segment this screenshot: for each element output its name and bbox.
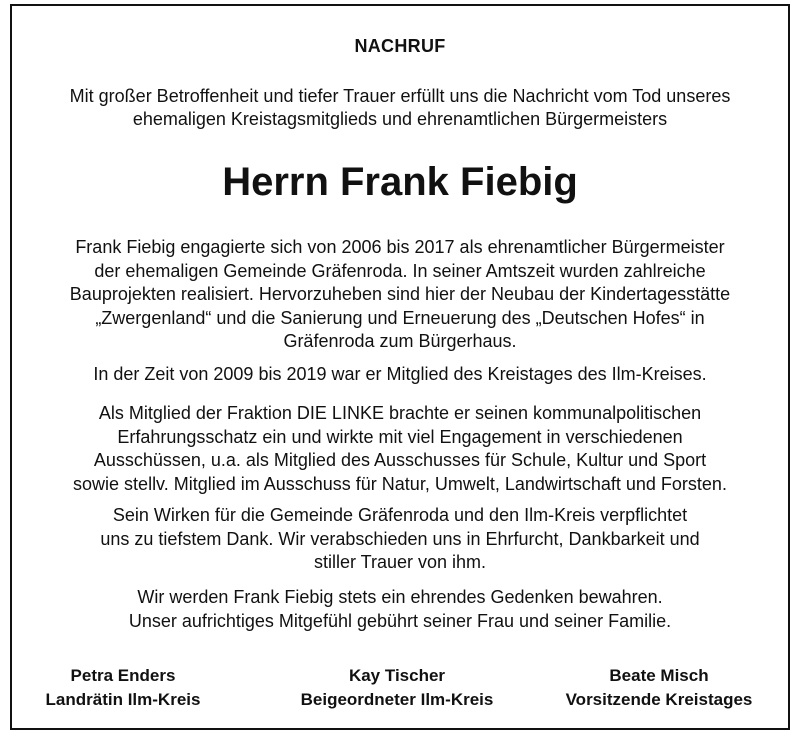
paragraph-line: Unser aufrichtiges Mitgefühl gebührt seiner Frau und seiner Familie. (128, 610, 672, 631)
paragraph-line: Sein Wirken für die Gemeinde Gräfenroda und den Ilm-Kreis verpflichtet (112, 505, 688, 525)
signature-block (12, 664, 788, 714)
paragraph-gratitude (12, 504, 788, 575)
paragraph-line: Bauprojekten realisiert. Hervorzuheben sind hier der Neubau der Kindertagesstätte (69, 284, 731, 304)
intro-line: Mit großer Betroffenheit und tiefer Trauer erfüllt uns die Nachricht vom Tod unseres (69, 86, 731, 106)
paragraph-line: Wir werden Frank Fiebig stets ein ehrendes Gedenken bewahren. (137, 587, 663, 607)
signature-enders (28, 664, 218, 712)
paragraph-line: uns zu tiefstem Dank. Wir verabschieden uns in Ehrfurcht, Dankbarkeit und (100, 528, 700, 549)
deceased-name: Herrn Frank Fiebig (222, 160, 578, 204)
paragraph-line: Ausschüssen, u.a. als Mitglied des Ausschusses für Schule, Kultur und Sport (93, 450, 707, 470)
paragraph-remembrance (12, 586, 788, 633)
intro-line: ehemaligen Kreistagsmitglieds und ehrenamtlichen Bürgermeisters (132, 109, 668, 129)
paragraph-career (12, 236, 788, 354)
signatory-title: Beigeordneter Ilm-Kreis (300, 690, 494, 709)
paragraph-line: In der Zeit von 2009 bis 2019 war er Mitglied des Kreistages des Ilm-Kreises. (93, 364, 707, 384)
paragraph-line: Erfahrungsschatz ein und wirkte mit viel Engagement in verschiedenen (117, 426, 683, 447)
paragraph-line: Frank Fiebig engagierte sich von 2006 bis 2017 als ehrenamtlicher Bürgermeister (75, 237, 725, 257)
paragraph-line: stiller Trauer von ihm. (313, 552, 487, 572)
paragraph-line: sowie stellv. Mitglied im Ausschuss für Natur, Umwelt, Landwirtschaft und Forsten. (73, 473, 727, 494)
signatory-name: Petra Enders (70, 666, 176, 685)
paragraph-fraktion (12, 402, 788, 496)
signature-misch (544, 664, 774, 712)
intro-text (12, 85, 788, 131)
paragraph-line: Gräfenroda zum Bürgerhaus. (283, 331, 517, 351)
signatory-name: Beate Misch (609, 666, 709, 685)
paragraph-kreistag (12, 363, 788, 387)
paragraph-line: der ehemaligen Gemeinde Gräfenroda. In seiner Amtszeit wurden zahlreiche (94, 260, 706, 281)
obituary-notice (10, 4, 790, 730)
notice-heading: NACHRUF (354, 36, 446, 56)
signatory-title: Landrätin Ilm-Kreis (45, 690, 201, 709)
paragraph-line: Als Mitglied der Fraktion DIE LINKE brachte er seinen kommunalpolitischen (98, 403, 702, 423)
signatory-name: Kay Tischer (348, 666, 446, 685)
signatory-title: Vorsitzende Kreistages (565, 690, 753, 709)
paragraph-line: „Zwergenland“ und die Sanierung und Erneuerung des „Deutschen Hofes“ in (95, 307, 705, 328)
signature-tischer (267, 664, 527, 712)
